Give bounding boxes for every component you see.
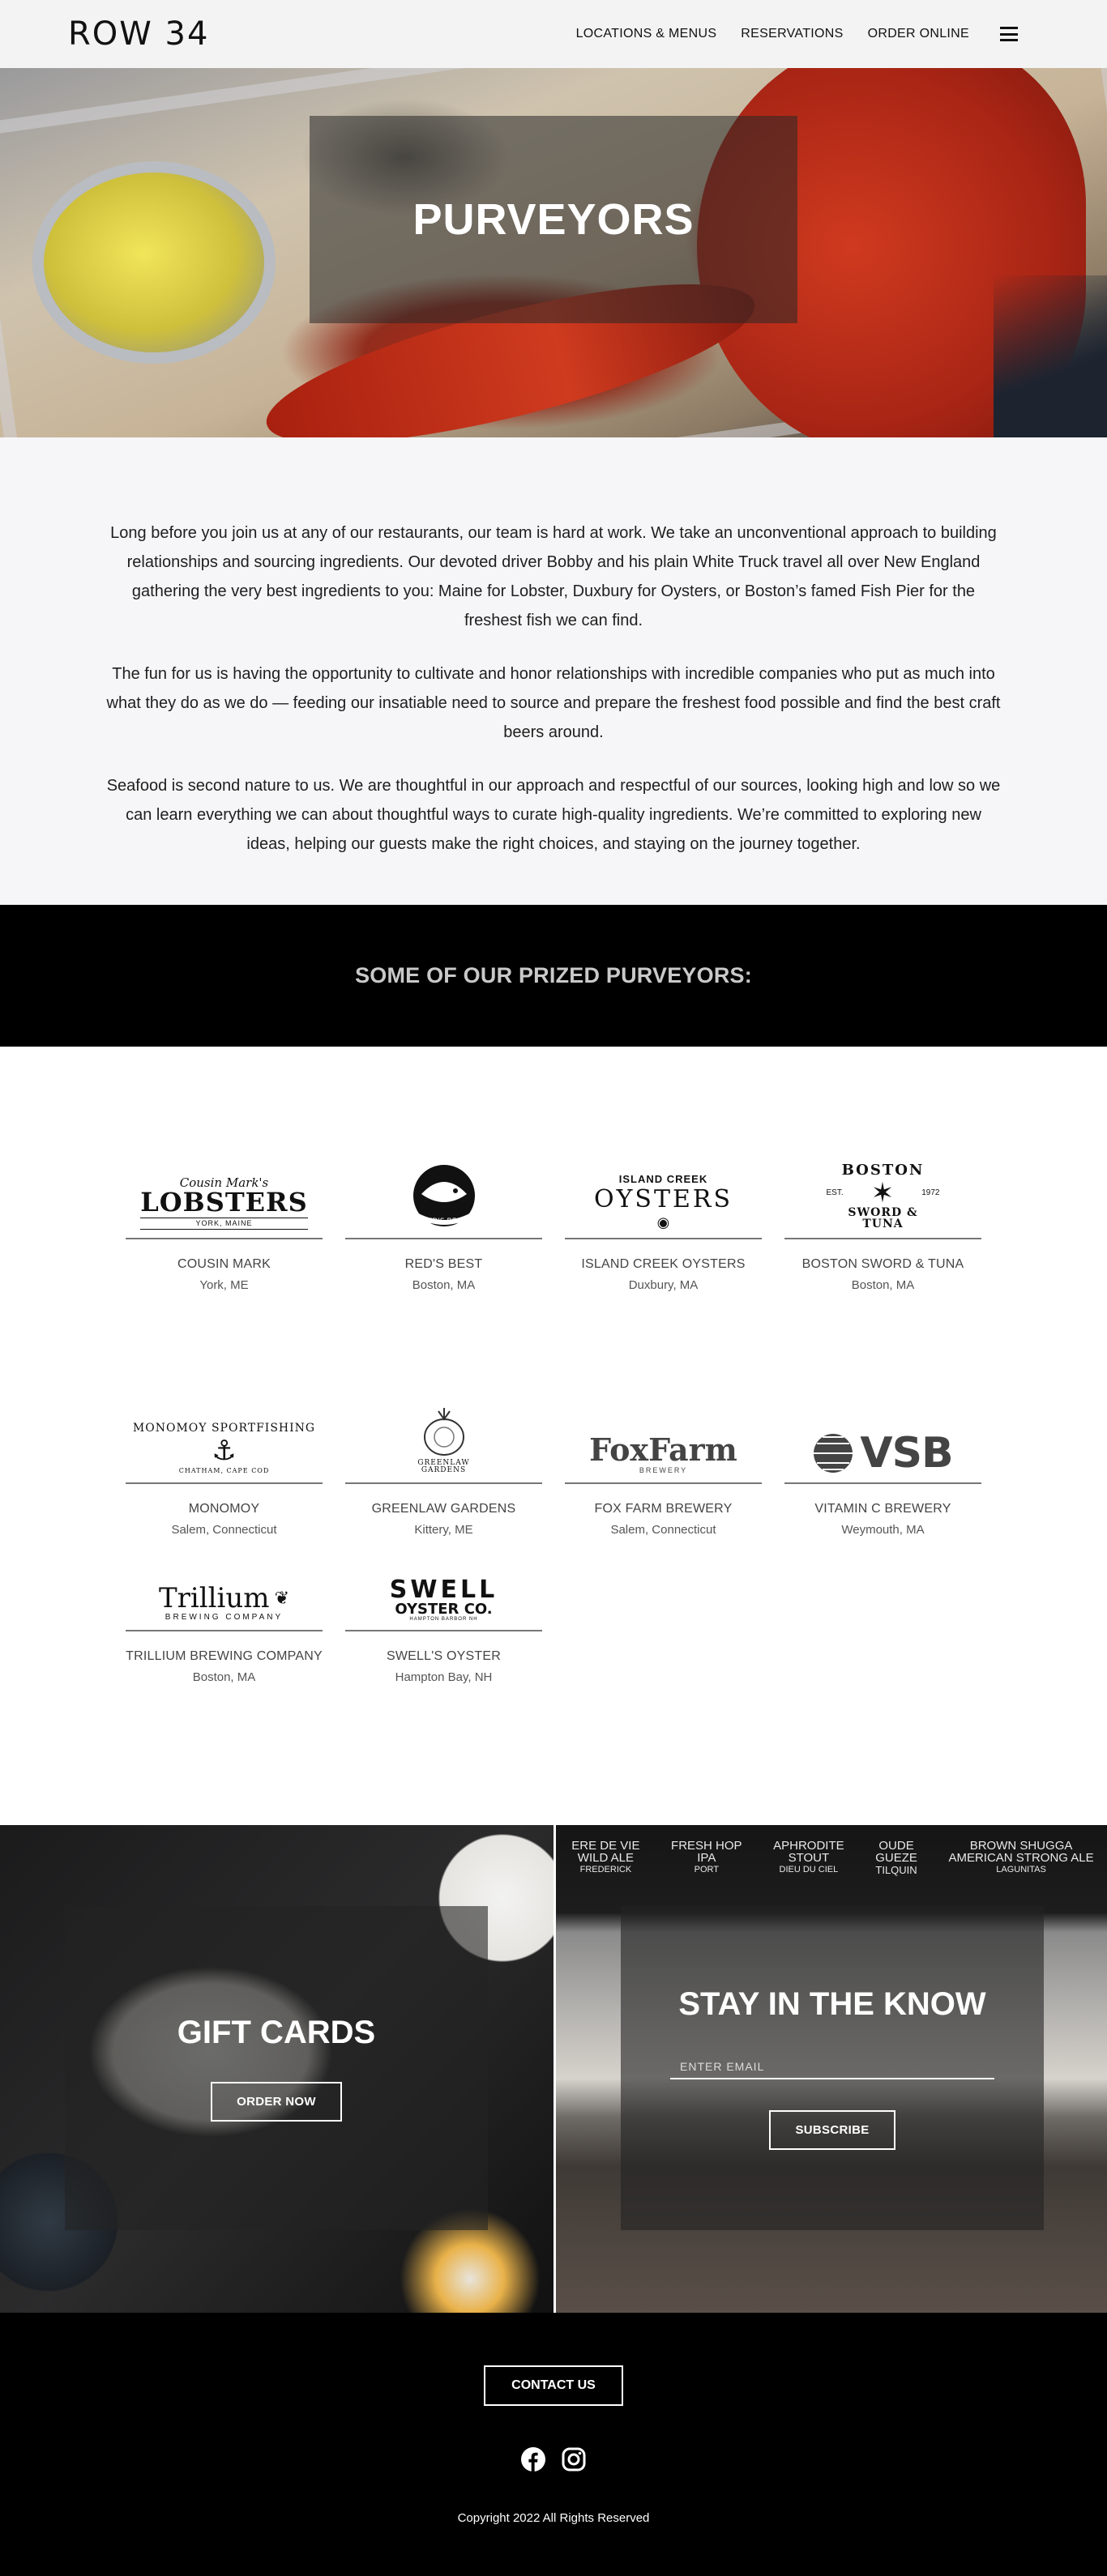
beer-board-item: FRESH HOP IPA PORT — [671, 1839, 742, 1874]
oyster-icon: ◉ — [656, 1214, 670, 1230]
purveyor-name: FOX FARM BREWERY — [594, 1502, 733, 1516]
fisherman-icon: ⚓ — [212, 1435, 237, 1466]
trillium-logo: Trillium ❦ BREWING COMPANY — [158, 1582, 289, 1622]
facebook-icon[interactable] — [520, 2446, 546, 2472]
prized-purveyors-band — [0, 905, 1107, 1047]
monomoy-logo: MONOMOY SPORTFISHING ⚓ CHATHAM, CAPE COD — [132, 1422, 316, 1474]
purveyor-name: MONOMOY — [188, 1502, 260, 1516]
card-divider — [784, 1238, 981, 1239]
purveyor-location: Boston, MA — [412, 1278, 476, 1292]
purveyor-location: York, ME — [199, 1278, 249, 1292]
prized-purveyors-heading: SOME OF OUR PRIZED PURVEYORS: — [355, 963, 752, 987]
page-title: PURVEYORS — [412, 195, 695, 244]
card-divider — [565, 1482, 762, 1484]
cta-section — [0, 1825, 1107, 2313]
purveyor-card-swells-oyster[interactable] — [345, 1562, 542, 1684]
card-divider — [126, 1630, 323, 1631]
trillium-leaf-icon: ❦ — [274, 1588, 289, 1608]
vsb-sunburst-icon — [813, 1433, 853, 1474]
site-logo[interactable]: ROW 34 — [68, 15, 210, 53]
gift-cards-box — [65, 1906, 488, 2230]
cousin-mark-logo: Cousin Mark's LOBSTERS YORK, MAINE — [126, 1158, 323, 1238]
purveyor-card-boston-sword-tuna[interactable] — [784, 1158, 981, 1292]
purveyor-location: Salem, Connecticut — [171, 1523, 277, 1537]
swells-oyster-logo: SWELL OYSTER CO. HAMPTON BARBOR NH — [389, 1576, 498, 1622]
card-divider — [126, 1482, 323, 1484]
purveyor-name: BOSTON SWORD & TUNA — [801, 1257, 964, 1271]
purveyor-location: Weymouth, MA — [841, 1523, 925, 1537]
purveyor-location: Kittery, ME — [414, 1523, 473, 1537]
fox-farm-logo: FoxFarm BREWERY — [589, 1431, 737, 1474]
subscribe-button[interactable]: SUBSCRIBE — [769, 2110, 895, 2150]
vitamin-c-logo: VSB — [784, 1403, 981, 1482]
contact-us-button[interactable]: CONTACT US — [484, 2365, 623, 2406]
newsletter-box — [621, 1906, 1044, 2230]
purveyor-location: Hampton Bay, NH — [395, 1670, 493, 1684]
order-now-button[interactable]: ORDER NOW — [211, 2082, 342, 2122]
purveyor-location: Salem, Connecticut — [610, 1523, 716, 1537]
nav-reservations[interactable]: RESERVATIONS — [741, 27, 844, 41]
gift-cards-panel — [0, 1825, 554, 2313]
nav-order-online[interactable]: ORDER ONLINE — [867, 27, 969, 41]
purveyor-name: SWELL'S OYSTER — [386, 1649, 501, 1663]
purveyor-name: VITAMIN C BREWERY — [814, 1502, 951, 1516]
card-divider — [345, 1238, 542, 1239]
site-footer — [0, 2313, 1107, 2576]
beer-board-item: OUDE GUEZE TILQUIN — [875, 1839, 917, 1876]
swordfish-icon: ✶ — [870, 1178, 895, 1209]
purveyor-name: TRILLIUM BREWING COMPANY — [126, 1649, 323, 1663]
purveyor-name: RED'S BEST — [404, 1257, 483, 1271]
newsletter-title: STAY IN THE KNOW — [678, 1986, 986, 2022]
purveyor-card-monomoy[interactable] — [126, 1403, 323, 1537]
nav-locations-menus[interactable]: LOCATIONS & MENUS — [575, 27, 717, 41]
card-divider — [345, 1482, 542, 1484]
purveyor-card-reds-best[interactable] — [345, 1158, 542, 1292]
card-divider — [345, 1630, 542, 1631]
newsletter-panel — [554, 1825, 1107, 2313]
purveyor-card-vitamin-c[interactable] — [784, 1403, 981, 1537]
intro-paragraph: Long before you join us at any of our restaurants, our team is hard at work. We take an unconventional approach to building relationships and sourcing ingredients. Our devoted driver Bobby and his plain White Truck travel all over New England gathering the very best ingredients to you: Maine for Lobster, Duxbury for Oysters, or Boston’s famed Fish Pier for the freshest fish we can find. — [110, 524, 997, 629]
intro-paragraph: The fun for us is having the opportunity to cultivate and honor relationships with incredible companies who put as much into what they do as we do — feeding our insatiable need to source and prepare the freshest food possible and find the best craft beers around. — [106, 665, 1001, 741]
purveyor-card-fox-farm[interactable] — [565, 1403, 762, 1537]
purveyors-grid — [0, 1047, 1107, 1825]
purveyor-name: COUSIN MARK — [177, 1257, 271, 1271]
purveyor-card-cousin-mark[interactable] — [126, 1158, 323, 1292]
hero-banner — [0, 68, 1107, 437]
purveyor-name: GREENLAW GARDENS — [371, 1502, 516, 1516]
copyright-text: Copyright 2022 All Rights Reserved — [457, 2511, 650, 2525]
purveyor-card-greenlaw-gardens[interactable] — [345, 1403, 542, 1537]
hamburger-menu-icon[interactable] — [1000, 27, 1018, 41]
card-divider — [565, 1238, 762, 1239]
greenlaw-gardens-logo: GREENLAW GARDENS — [345, 1403, 542, 1482]
reds-best-fish-icon — [405, 1162, 483, 1230]
hero-butter-bowl-image — [32, 161, 276, 364]
card-divider — [126, 1238, 323, 1239]
beer-board-item: APHRODITE STOUT DIEU DU CIEL — [773, 1839, 844, 1874]
greenlaw-bulb-icon — [416, 1405, 472, 1456]
reds-best-logo — [345, 1158, 542, 1238]
beer-board-item: BROWN SHUGGA AMERICAN STRONG ALE LAGUNITAS — [948, 1839, 1094, 1874]
purveyor-card-trillium[interactable] — [126, 1562, 323, 1684]
boston-sword-tuna-logo: BOSTON EST. ✶ 1972 SWORD & TUNA — [826, 1162, 940, 1230]
hero-shadow — [994, 275, 1107, 437]
gift-cards-title: GIFT CARDS — [177, 2015, 376, 2050]
main-nav — [576, 27, 1018, 41]
purveyor-card-island-creek[interactable] — [565, 1158, 762, 1292]
purveyor-name: ISLAND CREEK OYSTERS — [581, 1257, 746, 1271]
beer-board — [556, 1840, 1107, 1876]
island-creek-logo: ISLAND CREEK OYSTERS ◉ — [594, 1173, 733, 1230]
social-links — [520, 2446, 587, 2472]
instagram-icon[interactable] — [561, 2446, 587, 2472]
hero-title-box — [310, 116, 797, 323]
svg-text:RED'S BEST: RED'S BEST — [422, 1218, 465, 1226]
email-input[interactable] — [670, 2055, 994, 2079]
beer-board-item: ERE DE VIE WILD ALE FREDERICK — [571, 1839, 640, 1874]
intro-section — [0, 437, 1107, 905]
purveyor-location: Boston, MA — [192, 1670, 256, 1684]
intro-paragraph: Seafood is second nature to us. We are thoughtful in our approach and respectful of our sources, looking high and low so we can learn everything we can about thoughtful ways to curate high-quality ingredients. We’re committed to exploring new ideas, helping our guests make the right choices, and staying on the journey together. — [106, 777, 1001, 853]
site-header — [0, 0, 1107, 68]
card-divider — [784, 1482, 981, 1484]
purveyor-location: Boston, MA — [851, 1278, 915, 1292]
purveyor-location: Duxbury, MA — [628, 1278, 699, 1292]
